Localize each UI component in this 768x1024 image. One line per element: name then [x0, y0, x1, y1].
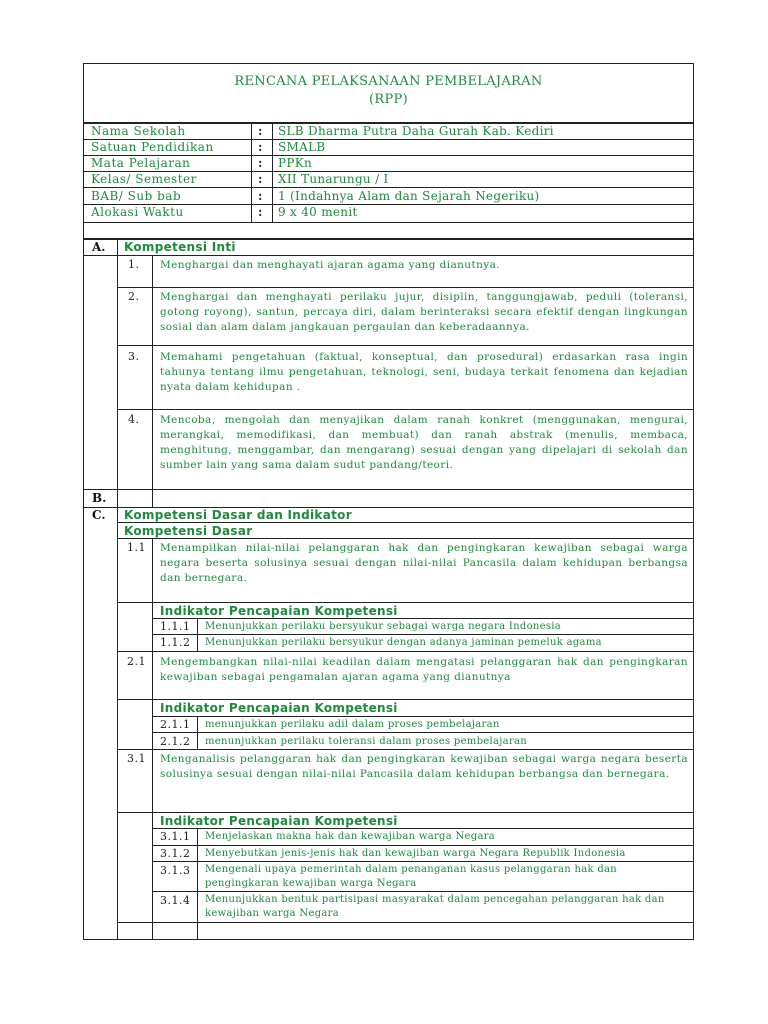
indicator-heading: Indikator Pencapaian Kompetensi: [160, 604, 398, 618]
identity-value: SMALB: [278, 140, 326, 154]
indicator-number: 3.1.1: [160, 830, 191, 843]
ki-text: Mencoba, mengolah dan menyajikan dalam ranah konkret (menggunakan, mengurai, merangkai, memodifikasi, dan membuat) dan ranah abstrak (menulis, membaca, menghitung, menggambar, dan mengarang) sesuai dengan yang dipelajari di sekolah dan sumber lain yang sama dalam sudut pandang/teori.: [160, 414, 688, 471]
indicator-text: Menyebutkan jenis-jenis hak dan kewajiban warga Negara Republik Indonesia: [205, 848, 626, 859]
doc-title: RENCANA PELAKSANAAN PEMBELAJARAN: [234, 74, 543, 89]
identity-value: XII Tunarungu / I: [278, 172, 389, 186]
indicator-text: Mengenali upaya pemerintah dalam penanganan kasus pelanggaran hak dan pengingkaran kewajiban warga Negara: [205, 864, 618, 889]
identity-value: PPKn: [278, 156, 313, 170]
ki-number: 3.: [128, 350, 140, 363]
identity-value: 1 (Indahnya Alam dan Sejarah Negeriku): [278, 189, 540, 203]
kd-number: 3.1: [127, 752, 146, 765]
identity-label: Nama Sekolah: [91, 124, 186, 138]
indicator-number: 3.1.3: [160, 864, 191, 877]
identity-colon: :: [258, 205, 263, 219]
identity-label: Alokasi Waktu: [91, 205, 184, 219]
kd-text: Mengembangkan nilai-nilai keadilan dalam mengatasi pelanggaran hak dan pengingkaran kewajiban sebagai pengamalan ajaran agama yang dianutnya: [160, 656, 688, 683]
ki-number: 1.: [128, 258, 140, 271]
identity-value: 9 x 40 menit: [278, 205, 358, 219]
indicator-text: Menunjukkan perilaku bersyukur sebagai warga negara Indonesia: [205, 621, 562, 632]
indicator-number: 2.1.2: [160, 735, 191, 748]
indicator-number: 1.1.1: [160, 620, 191, 633]
ki-text: Memahami pengetahuan (faktual, konseptual, dan prosedural) erdasarkan rasa ingin tahunya tentang ilmu pengetahuan, teknologi, seni, budaya terkait fenomena dan kejadian nyata dalam kehidupan .: [160, 351, 688, 393]
identity-colon: :: [258, 172, 263, 186]
indicator-text: Menunjukkan perilaku bersyukur dengan adanya jaminan pemeluk agama: [205, 637, 602, 648]
identity-colon: :: [258, 156, 263, 170]
section-a-heading: Kompetensi Inti: [124, 240, 236, 254]
indicator-number: 3.1.2: [160, 847, 191, 860]
identity-label: Satuan Pendidikan: [91, 140, 214, 154]
indicator-text: menunjukkan perilaku adil dalam proses pembelajaran: [205, 719, 500, 730]
kd-text: Menganalisis pelanggaran hak dan pengingkaran kewajiban sebagai warga negara beserta solusinya sesuai dengan nilai-nilai Pancasila dalam kehidupan berbangsa dan bernegara.: [160, 753, 688, 780]
kd-text: Menampilkan nilai-nilai pelanggaran hak dan pengingkaran kewajiban sebagai warga negara beserta solusinya sesuai dengan nilai-nilai Pancasila dalam kehidupan berbangsa dan bernegara.: [160, 542, 688, 584]
identity-label: BAB/ Sub bab: [91, 189, 182, 203]
doc-title-abbr: (RPP): [369, 92, 408, 107]
indicator-text: menunjukkan perilaku toleransi dalam proses pembelajaran: [205, 736, 528, 747]
indicator-number: 3.1.4: [160, 894, 191, 907]
section-c-letter: C.: [92, 508, 106, 522]
section-a-letter: A.: [92, 240, 106, 254]
indicator-number: 1.1.2: [160, 636, 191, 649]
ki-text: Menghargai dan menghayati ajaran agama yang dianutnya.: [160, 259, 500, 271]
indicator-heading: Indikator Pencapaian Kompetensi: [160, 814, 398, 828]
section-c-heading: Kompetensi Dasar dan Indikator: [124, 508, 352, 522]
ki-text: Menghargai dan menghayati perilaku jujur, disiplin, tanggungjawab, peduli (toleransi, gotong royong), santun, percaya diri, dalam berinteraksi secara efektif dengan lingkungan sosial dan alam dalam jangkauan pergaulan dan keberadaannya.: [160, 291, 688, 333]
identity-colon: :: [258, 140, 263, 154]
ki-number: 2.: [128, 290, 140, 303]
indicator-text: Menunjukkan bentuk partisipasi masyarakat dalam pencegahan pelanggaran hak dan kewajiban warga Negara: [205, 894, 665, 919]
ki-number: 4.: [128, 413, 140, 426]
kd-number: 1.1: [127, 541, 146, 554]
indicator-number: 2.1.1: [160, 718, 191, 731]
kd-subheading: Kompetensi Dasar: [124, 524, 253, 538]
kd-number: 2.1: [127, 655, 146, 668]
identity-colon: :: [258, 124, 263, 138]
section-b-letter: B.: [92, 491, 107, 505]
identity-value: SLB Dharma Putra Daha Gurah Kab. Kediri: [278, 124, 554, 138]
identity-colon: :: [258, 189, 263, 203]
identity-label: Mata Pelajaran: [91, 156, 191, 170]
indicator-heading: Indikator Pencapaian Kompetensi: [160, 701, 398, 715]
identity-label: Kelas/ Semester: [91, 172, 197, 186]
indicator-text: Menjelaskan makna hak dan kewajiban warga Negara: [205, 831, 496, 842]
